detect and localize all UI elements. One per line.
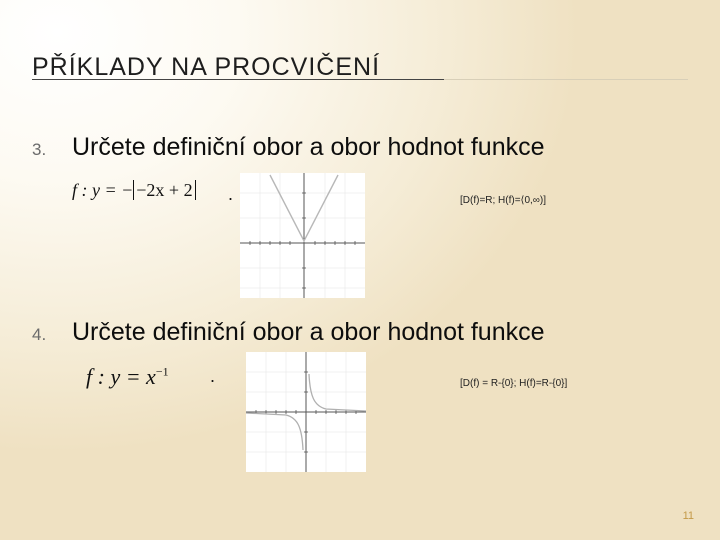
exercise-4-answer: [D(f) = R-{0}; H(f)=R-{0}]: [460, 378, 568, 389]
slide-title: PŘÍKLADY NA PROCVIČENÍ: [32, 53, 381, 81]
exercise-4-dot: .: [210, 366, 216, 386]
title-underline: [32, 79, 444, 80]
graph-3-ticks: [250, 193, 355, 288]
exercise-3-answer: [D(f)=R; H(f)=⟨0,∞)]: [460, 195, 547, 206]
exercise-4-formula: [86, 364, 169, 390]
exercise-4-number: 4.: [32, 325, 47, 344]
exercise-3-graph: [240, 173, 365, 298]
exercise-3-dot: .: [228, 184, 234, 204]
graph-4-hyperbola-left: [246, 413, 303, 450]
exercise-4-graph: [246, 352, 366, 472]
formula-3-prefix: f : y = −: [72, 180, 134, 200]
formula-4-prefix: f : y = x: [86, 364, 156, 389]
formula-3-absolute: −2x + 2: [133, 180, 195, 200]
exercise-3-text: Určete definiční obor a obor hodnot funkce: [72, 133, 545, 161]
exercise-3-number: 3.: [32, 140, 47, 159]
title-underline-extension: [444, 79, 688, 80]
formula-4-exponent: −1: [155, 364, 169, 379]
graph-3-grid: [240, 173, 365, 298]
exercise-4-text: Určete definiční obor a obor hodnot funkce: [72, 318, 545, 346]
page-number: 11: [682, 510, 694, 522]
graph-4-hyperbola-right: [309, 374, 366, 411]
exercise-3-formula: [72, 180, 196, 201]
